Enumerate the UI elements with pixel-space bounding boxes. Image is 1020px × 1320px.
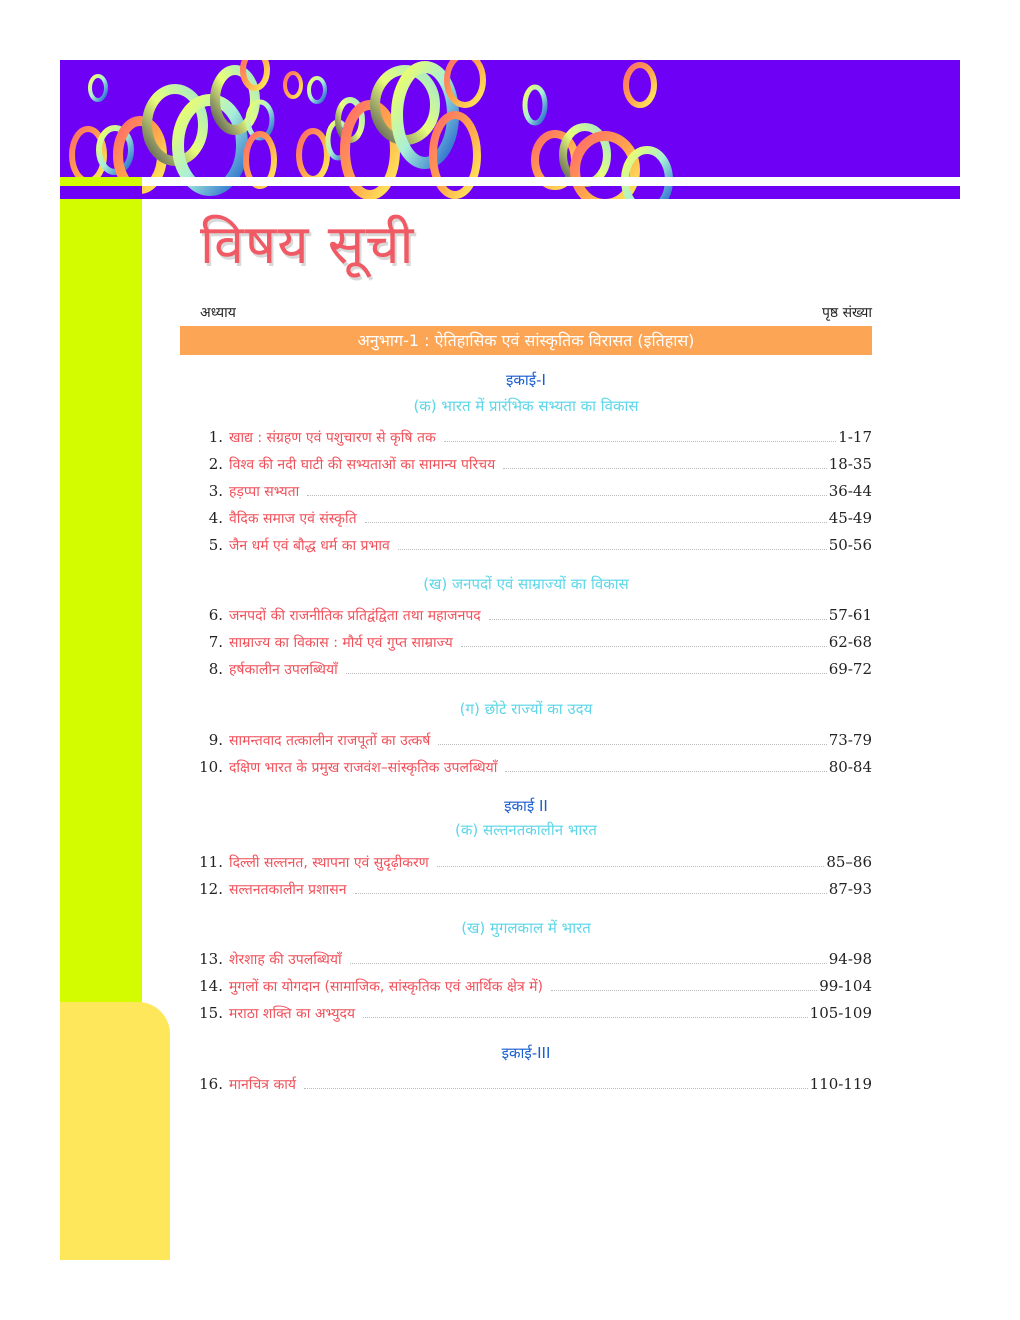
entry-pages: 62-68 (828, 633, 872, 651)
dot-leader (355, 892, 827, 894)
toc-entry[interactable] (195, 1075, 872, 1097)
entry-number: 6. (208, 606, 223, 624)
entry-number: 14. (199, 977, 223, 995)
entry-title[interactable]: विश्व की नदी घाटी की सभ्यताओं का सामान्य परिचय (229, 457, 496, 473)
section-bar: अनुभाग-1 : ऐतिहासिक एवं सांस्कृतिक विरासत (इतिहास) (180, 326, 872, 355)
unit-heading: इकाई-III (501, 1044, 551, 1062)
toc-entry[interactable] (195, 482, 872, 504)
entry-pages: 80-84 (828, 758, 872, 776)
toc-entry[interactable] (195, 880, 872, 902)
entry-title[interactable]: मुगलों का योगदान (सामाजिक, सांस्कृतिक एवं आर्थिक क्षेत्र में) (229, 979, 543, 995)
toc-entry[interactable] (195, 536, 872, 558)
entry-title[interactable]: मराठा शक्ति का अभ्युदय (229, 1006, 356, 1022)
dot-leader (444, 440, 837, 442)
entry-number: 5. (208, 536, 223, 554)
dot-leader (363, 1016, 808, 1018)
dot-leader (350, 962, 827, 964)
entry-number: 15. (199, 1004, 223, 1022)
toc-entry[interactable] (195, 977, 872, 999)
toc-entry[interactable] (195, 455, 872, 477)
entry-number: 12. (199, 880, 223, 898)
entry-number: 16. (199, 1075, 223, 1093)
entry-pages: 45-49 (828, 509, 872, 527)
toc-entry[interactable] (195, 731, 872, 753)
dot-leader (505, 770, 826, 772)
dot-leader (438, 743, 826, 745)
entry-title[interactable]: शेरशाह की उपलब्धियाँ (229, 952, 342, 968)
entry-title[interactable]: मानचित्र कार्य (229, 1077, 296, 1093)
entry-number: 2. (208, 455, 223, 473)
entry-number: 10. (199, 758, 223, 776)
entry-pages: 94-98 (828, 950, 872, 968)
entry-pages: 50-56 (828, 536, 872, 554)
dot-leader (461, 645, 827, 647)
entry-title[interactable]: सामन्तवाद तत्कालीन राजपूतों का उत्कर्ष (229, 733, 431, 749)
entry-number: 9. (208, 731, 223, 749)
toc-entry[interactable] (195, 633, 872, 655)
subsection-heading: (ख) जनपदों एवं साम्राज्यों का विकास (423, 575, 629, 593)
entry-pages: 110-119 (809, 1075, 872, 1093)
entry-number: 4. (208, 509, 223, 527)
unit-heading: इकाई II (504, 797, 548, 815)
entry-number: 13. (199, 950, 223, 968)
dot-leader (489, 618, 827, 620)
dot-leader (307, 494, 826, 496)
toc-entry[interactable] (195, 950, 872, 972)
entry-title[interactable]: दिल्ली सल्तनत, स्थापना एवं सुदृढ़ीकरण (229, 855, 429, 871)
entry-number: 1. (208, 428, 223, 446)
entry-title[interactable]: सल्तनतकालीन प्रशासन (229, 882, 347, 898)
dot-leader (551, 989, 817, 991)
entry-title[interactable]: वैदिक समाज एवं संस्कृति (229, 511, 357, 527)
entry-pages: 87-93 (828, 880, 872, 898)
subsection-heading: (क) भारत में प्रारंभिक सभ्यता का विकास (413, 397, 639, 415)
column-header-chapter: अध्याय (200, 305, 236, 321)
entry-pages: 85–86 (826, 853, 872, 871)
sidebar-lime-strip (60, 177, 142, 1007)
toc-entry[interactable] (195, 1004, 872, 1026)
dot-leader (437, 865, 825, 867)
header-white-stripe (142, 177, 960, 186)
entry-title[interactable]: हड़प्पा सभ्यता (229, 484, 300, 500)
dot-leader (346, 672, 827, 674)
entry-number: 3. (208, 482, 223, 500)
toc-entry[interactable] (195, 509, 872, 531)
entry-title[interactable]: हर्षकालीन उपलब्धियाँ (229, 662, 338, 678)
entry-title[interactable]: साम्राज्य का विकास : मौर्य एवं गुप्त साम्राज्य (229, 635, 453, 651)
dot-leader (365, 521, 827, 523)
subsection-heading: (क) सल्तनतकालीन भारत (455, 821, 597, 839)
toc-entry[interactable] (195, 853, 872, 875)
toc-entry[interactable] (195, 758, 872, 780)
entry-title[interactable]: खाद्य : संग्रहण एवं पशुचारण से कृषि तक (229, 430, 436, 446)
subsection-heading: (ख) मुगलकाल में भारत (461, 919, 591, 937)
entry-number: 8. (208, 660, 223, 678)
entry-pages: 1-17 (838, 428, 872, 446)
toc-entry[interactable] (195, 660, 872, 682)
dot-leader (398, 548, 827, 550)
dot-leader (503, 467, 826, 469)
sidebar-purple-band (60, 186, 142, 199)
entry-pages: 57-61 (828, 606, 872, 624)
dot-leader (304, 1087, 808, 1089)
entry-pages: 73-79 (828, 731, 872, 749)
entry-pages: 105-109 (809, 1004, 872, 1022)
toc-entry[interactable] (195, 606, 872, 628)
entry-title[interactable]: जनपदों की राजनीतिक प्रतिद्वंद्विता तथा महाजनपद (229, 608, 481, 624)
unit-heading: इकाई-I (506, 371, 546, 389)
entry-pages: 18-35 (828, 455, 872, 473)
entry-pages: 69-72 (828, 660, 872, 678)
entry-pages: 36-44 (828, 482, 872, 500)
entry-title[interactable]: जैन धर्म एवं बौद्ध धर्म का प्रभाव (229, 538, 390, 554)
entry-number: 11. (199, 853, 223, 871)
subsection-heading: (ग) छोटे राज्यों का उदय (459, 700, 593, 718)
entry-pages: 99-104 (819, 977, 872, 995)
toc-entry[interactable] (195, 428, 872, 450)
entry-title[interactable]: दक्षिण भारत के प्रमुख राजवंश–सांस्कृतिक उपलब्धियाँ (229, 760, 498, 776)
column-header-page-number: पृष्ठ संख्या (821, 305, 872, 321)
sidebar-yellow-block (60, 1002, 170, 1260)
entry-number: 7. (208, 633, 223, 651)
page-title: विषय सूची (200, 213, 415, 276)
